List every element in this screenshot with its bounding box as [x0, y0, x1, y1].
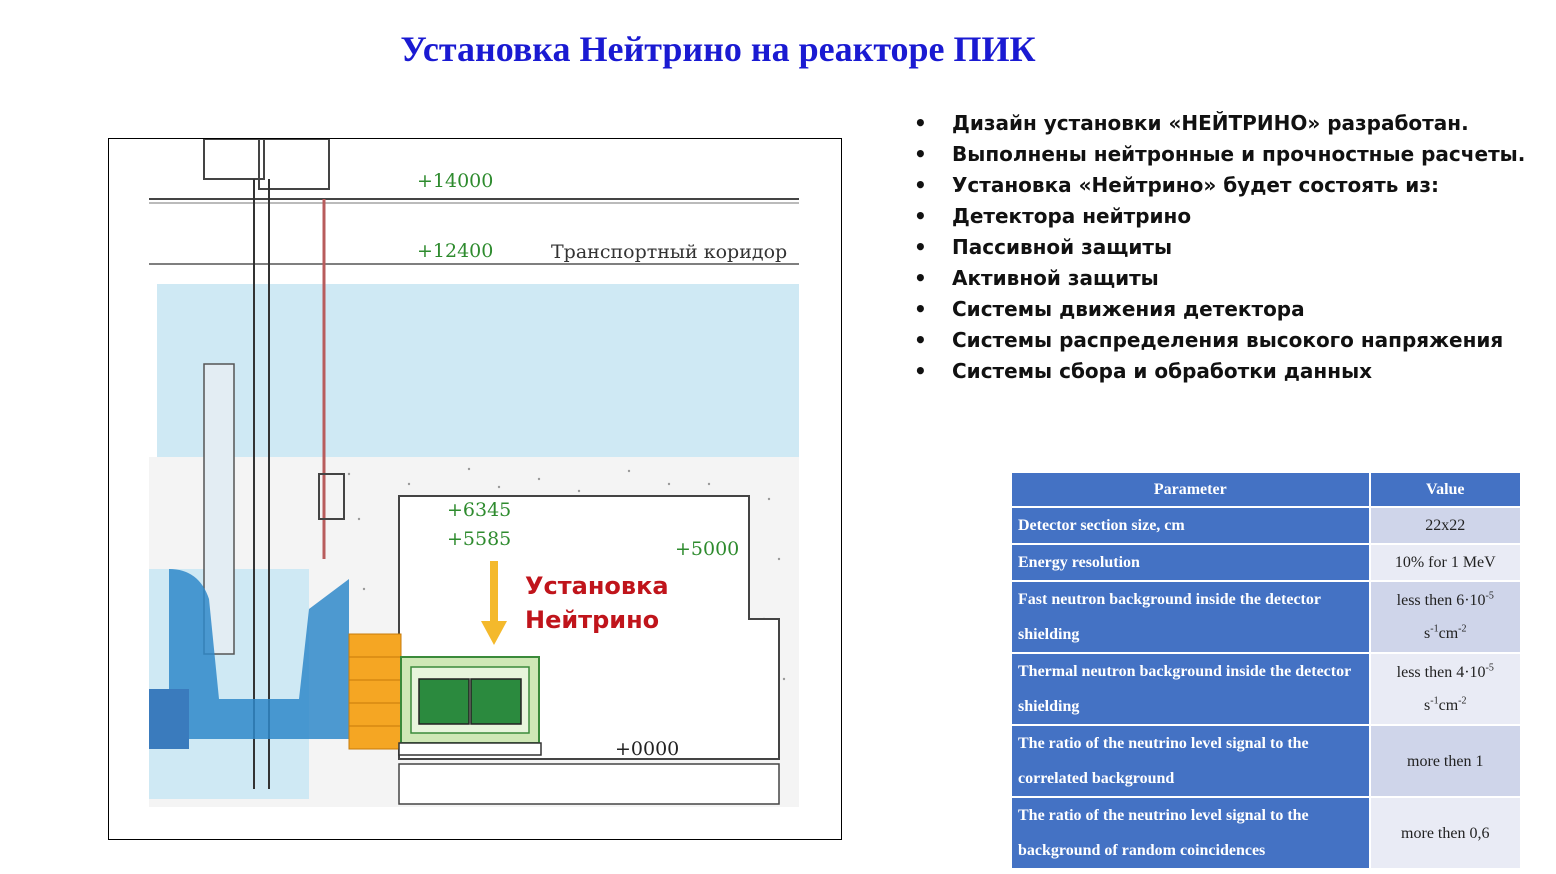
reactor-diagram: [108, 138, 842, 840]
level-0000: +0000: [615, 738, 680, 760]
parameters-table: [1010, 471, 1522, 870]
param-cell: Energy resolution: [1011, 544, 1370, 581]
passive-shielding-bricks: [349, 634, 401, 749]
table-row: [1011, 797, 1521, 869]
table-row: [1011, 725, 1521, 797]
detector-platform: [399, 743, 541, 755]
table-row: [1011, 581, 1521, 653]
bullet-item: • Выполнены нейтронные и прочностные расчеты.: [914, 139, 1534, 170]
param-cell: The ratio of the neutrino level signal to the correlated background: [1011, 725, 1370, 797]
rail-pit: [399, 764, 779, 804]
bullet-item: • Системы распределения высокого напряжения: [914, 325, 1534, 356]
table-row: [1011, 653, 1521, 725]
bullet-item: • Системы движения детектора: [914, 294, 1534, 325]
crane-top: [204, 139, 264, 179]
value-cell: more then 1: [1370, 725, 1521, 797]
bullet-item: • Системы сбора и обработки данных: [914, 356, 1534, 387]
bullet-list: [914, 108, 1534, 387]
param-cell: Thermal neutron background inside the detector shielding: [1011, 653, 1370, 725]
bullet-dot-icon: •: [914, 266, 927, 290]
corridor-label: Транспортный коридор: [551, 241, 788, 263]
bullet-dot-icon: •: [914, 111, 927, 135]
bullet-dot-icon: •: [914, 328, 927, 352]
bullet-dot-icon: •: [914, 173, 927, 197]
value-cell: 10% for 1 MeV: [1370, 544, 1521, 581]
param-cell: Detector section size, cm: [1011, 507, 1370, 544]
level-12400: +12400: [417, 240, 494, 262]
installation-label-line2: Нейтрино: [525, 606, 660, 634]
level-5000: +5000: [675, 538, 740, 560]
bullet-dot-icon: •: [914, 142, 927, 166]
table-row: [1011, 544, 1521, 581]
level-6345: +6345: [447, 499, 512, 521]
param-cell: Fast neutron background inside the detector shielding: [1011, 581, 1370, 653]
bullet-item: • Активной защиты: [914, 263, 1534, 294]
bullet-dot-icon: •: [914, 359, 927, 383]
neutrino-detector-right: [471, 679, 521, 724]
arrow-shaft: [490, 561, 498, 621]
param-cell: The ratio of the neutrino level signal to the background of random coincidences: [1011, 797, 1370, 869]
reactor-diagram-svg: [109, 139, 841, 839]
value-cell: 22x22: [1370, 507, 1521, 544]
level-5585: +5585: [447, 528, 512, 550]
installation-label-line1: Установка: [525, 572, 669, 600]
header-value: Value: [1370, 472, 1521, 507]
slide-title: Установка Нейтрино на реакторе ПИК: [400, 29, 1036, 69]
bullet-dot-icon: •: [914, 297, 927, 321]
value-cell: less then $4\cdot 10^{-5}$ $s^{-1}cm^{-2}$: [1370, 653, 1521, 725]
neutrino-detector-left: [419, 679, 469, 724]
header-parameter: Parameter: [1011, 472, 1370, 507]
level-14000: +14000: [417, 170, 494, 192]
bullet-dot-icon: •: [914, 235, 927, 259]
table-row: [1011, 507, 1521, 544]
table-header-row: [1011, 472, 1521, 507]
bullet-item: • Установка «Нейтрино» будет состоять из:: [914, 170, 1534, 201]
value-cell: more then 0,6: [1370, 797, 1521, 869]
bullet-item: • Пассивной защиты: [914, 232, 1534, 263]
value-cell: less then $6\cdot 10^{-5}$ $s^{-1}cm^{-2}$: [1370, 581, 1521, 653]
bullet-item: • Детектора нейтрино: [914, 201, 1534, 232]
bullet-item: • Дизайн установки «НЕЙТРИНО» разработан.: [914, 108, 1534, 139]
bullet-dot-icon: •: [914, 204, 927, 228]
